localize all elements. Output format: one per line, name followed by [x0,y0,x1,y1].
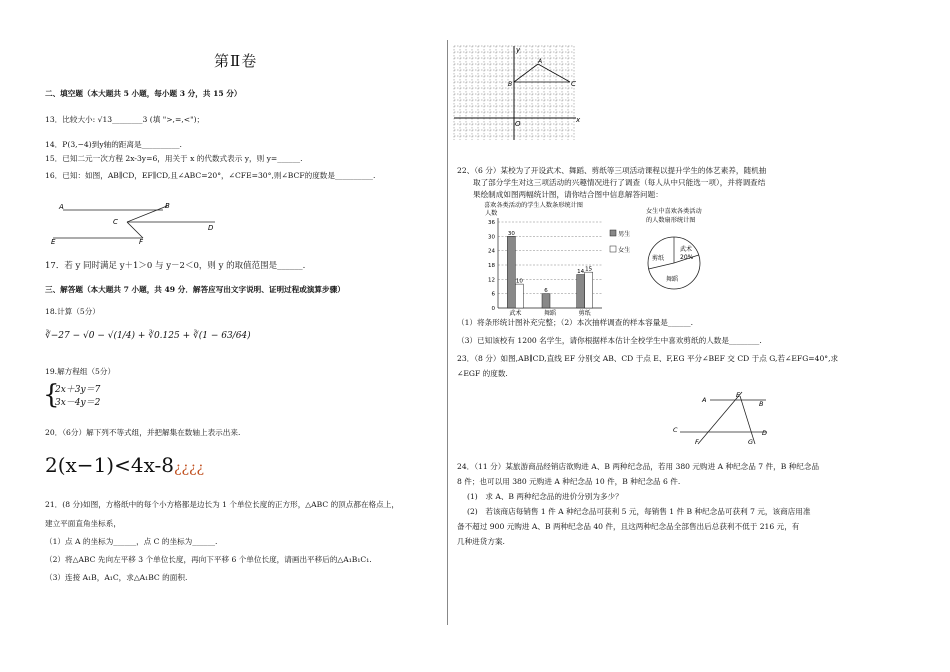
question-15: 15．已知二元一次方程 2x-3y=6，用关于 x 的代数式表示 y，则 y=______. [45,154,303,163]
pie-title-line-1: 女生中喜欢各类活动 [646,208,702,215]
legend-girl-label: 女生 [618,247,631,254]
grid-label-a: A [538,58,543,65]
grid-label-c: C [571,80,576,88]
figure-16 [45,200,225,248]
bar-tick-label: 24 [488,248,495,255]
question-21-part-3: （3）连接 A₁B，A₁C，求△A₁BC 的面积. [45,573,188,582]
fig23-label-e: E [736,391,741,399]
question-22-line-3: 果绘制成如图两幅统计图，请你结合图中信息解答问题： [473,190,663,199]
legend-girl-swatch [610,246,616,252]
question-22-part-1-2: （1）将条形统计图补充完整；（2）本次抽样调查的样本容量是______. [457,318,694,327]
fig16-label-d: D [208,224,214,232]
bar-boy [542,294,550,308]
grid-label-y: y [516,46,521,54]
grid-figure-21 [452,44,582,144]
fig16-label-f: F [139,238,144,246]
bar-category-label: 舞蹈 [543,310,557,317]
bar-chart-plot [488,218,602,317]
question-24-part-2-line-3: 几种进货方案. [457,537,505,546]
system-brace: { [43,380,60,410]
question-23-line-2: ∠EGF 的度数. [457,369,508,378]
pie-title-line-2: 的人数扇形统计图 [646,217,696,224]
question-14: 14．P(3,−4)到y轴的距离是__________. [45,140,182,149]
pie-label-percent: 20% [680,254,694,261]
bar-category-label: 武术 [509,310,522,317]
question-24-line-1: 24．（11 分）某旅游商品经销店欲购进 A、B 两种纪念品，若用 380 元购进 A 种纪念品 7 件，B 种纪念品 [457,462,820,471]
bar-boy [507,236,515,308]
question-22-line-2: 取了部分学生对这三项活动的兴趣情况进行了调查（每人从中只能选一项），并将调查结 [473,178,766,187]
fig16-label-e: E [51,238,56,246]
fig23-label-b: B [759,400,764,408]
fig16-line-bc [127,206,167,222]
page-title: 第Ⅱ卷 [214,52,258,70]
bar-tick-label: 36 [488,220,495,226]
question-22-part-3: （3）已知该校有 1200 名学生，请你根据样本估计全校学生中喜欢剪纸的人数是________. [457,336,762,345]
fig23-label-c: C [673,426,678,434]
question-19-equation-2: 3x－4y＝2 [55,398,101,408]
bar-tick-label: 18 [488,263,495,269]
bar-chart-y-label: 人数 [485,210,498,217]
question-24-part-2-line-1: (2) 若该商店每销售 1 件 A 种纪念品可获利 5 元，每销售 1 件 B 种纪念品可获利 7 元，该商店用准 [467,507,811,516]
bar-girl [515,284,523,308]
question-19-equation-1: 2x＋3y＝7 [55,385,101,395]
question-21-part-1: （1）点 A 的坐标为______，点 C 的坐标为______. [45,537,218,546]
pie-label-jianzhi: 剪纸 [652,255,665,262]
bar-boy-value-label: 14 [577,269,585,276]
question-22-line-1: 22、（6 分）某校为了开设武术、舞蹈、剪纸等三项活动课程以提升学生的体艺素养，随机抽 [457,166,767,175]
bar-girl-value-label: 10 [515,278,523,285]
grid-label-origin: O [515,120,521,128]
question-21-line-2: 建立平面直角坐标系， [45,519,121,528]
section-answer-heading: 三、解答题（本大题共 7 小题，共 49 分．解答应写出文字说明、证明过程或演算步骤） [45,285,345,294]
bar-tick-label: 0 [491,306,495,312]
bar-girl-value-label: 15 [585,266,593,273]
bar-boy-value-label: 30 [507,230,515,237]
figure-23 [670,388,780,450]
grid-label-b: B [508,81,513,88]
bar-tick-label: 12 [488,277,495,284]
bar-girl [585,272,593,308]
fig23-label-d: D [762,429,768,437]
pie-label-wudao: 舞蹈 [666,276,679,283]
pie-chart [640,205,730,300]
triangle-side-bc [538,64,570,82]
question-20-inequality [45,453,204,480]
pie-label-wushu: 武术 [680,246,693,253]
section-fill-blank-heading: 二、填空题（本大题共 5 小题，每小题 3 分，共 15 分） [45,89,242,98]
grid-label-x: x [576,116,581,124]
bar-boy-value-label: 6 [544,288,548,295]
question-24-part-2-line-2: 备不超过 900 元购进 A、B 两种纪念品 40 件，且这两种纪念品全部售出后总获利不低于 216 元，有 [457,522,800,531]
question-21-part-2: （2）将△ABC 先向左平移 3 个单位长度，再向下平移 6 个单位长度，请画出平移后的△A₁B₁C₁. [45,555,372,564]
question-20: 20．（6分）解下列不等式组，并把解集在数轴上表示出来. [45,428,241,437]
question-20-garbled-chars: ¿¿¿¿ [173,460,205,476]
bar-tick-label: 6 [491,291,495,298]
legend-boy-swatch [610,230,616,236]
question-13: 13．比较大小: √13________3 (填 ">,=,<")； [45,115,205,124]
fig16-label-b: B [165,202,170,210]
question-19: 19.解方程组（5分） [45,367,116,376]
question-16: 16．已知：如图，AB∥CD，EF∥CD,且∠ABC=20°，∠CFE=30°,则∠BCF的度数是__________. [45,171,376,180]
question-17: 17．若 y 同时满足 y＋1＞0 与 y－2＜0，则 y 的取值范围是______. [45,261,306,271]
legend-boy-label: 男生 [618,231,631,238]
bar-chart-title: 喜欢各类活动的学生人数条形统计图 [484,202,583,209]
bar-chart [476,200,646,318]
fig23-label-g: G [748,438,754,446]
fig16-line-cf [127,222,143,238]
question-18-expression: ∛−27 − √0 − √(1/4) + ∛0.125 + ∛(1 − 63/64) [45,331,251,341]
fig16-label-a: A [59,203,64,211]
fig23-label-f: F [695,438,699,446]
fig16-label-c: C [113,218,118,226]
bar-category-label: 剪纸 [578,310,591,317]
bar-tick-label: 30 [488,234,495,241]
question-20-inequality-text: 2(x−1)<4x-8 [45,453,174,477]
column-divider [447,40,448,625]
question-21-line-1: 21．(8 分)如图，方格纸中的每个小方格都是边长为 1 个单位长度的正方形，△ABC 的顶点都在格点上， [45,500,399,509]
question-23-line-1: 23．（8 分）如图,AB∥CD,直线 EF 分别交 AB、CD 于点 E、F,EG 平分∠BEF 交 CD 于点 G,若∠EFG=40°,求 [457,354,839,363]
question-24-part-1: (1) 求 A、B 两种纪念品的进价分别为多少？ [467,492,623,501]
question-18: 18.计算（5分） [45,307,100,316]
question-24-line-2: 8 件；也可以用 380 元购进 A 种纪念品 10 件，B 种纪念品 6 件. [457,477,681,486]
bar-boy [577,275,585,308]
fig23-line-eg [740,396,755,444]
fig23-label-a: A [702,396,707,404]
